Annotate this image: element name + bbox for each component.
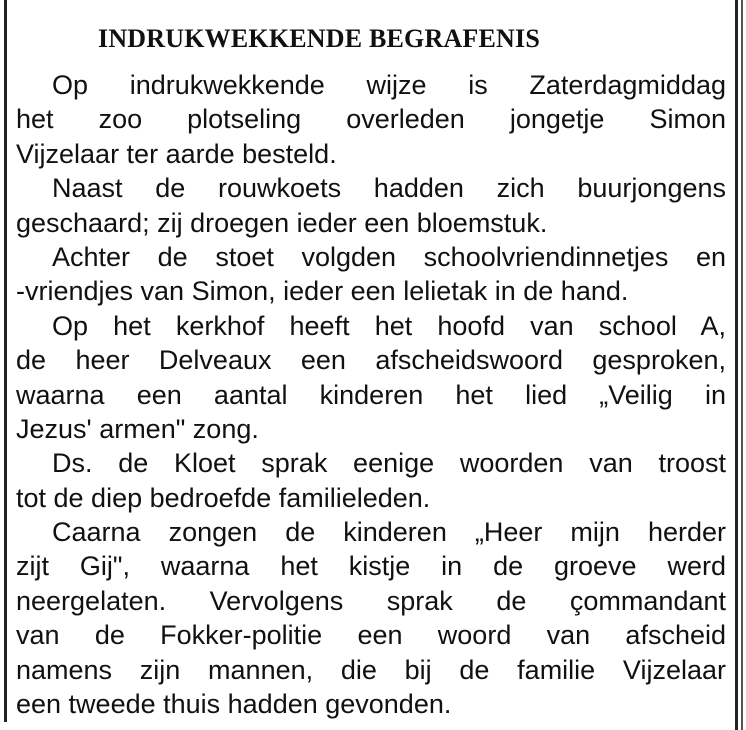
right-edge-rule xyxy=(741,0,743,730)
article-line: Jezus' armen" zong. xyxy=(16,413,259,444)
article-line: Achter de stoet volgden schoolvriendinnetjes en xyxy=(52,241,726,272)
article-line: het zoo plotseling overleden jongetje Simon xyxy=(16,104,726,135)
article-line: namens zijn mannen, die bij de familie Vijzelaar xyxy=(16,654,726,685)
article-line: een tweede thuis hadden gevonden. xyxy=(16,689,452,720)
article-body xyxy=(16,68,726,721)
article-line: -vriendjes van Simon, ieder een lelietak in de hand. xyxy=(16,276,629,307)
article-headline: INDRUKWEKKENDE BEGRAFENIS xyxy=(98,24,541,53)
article-line: Caarna zongen de kinderen „Heer mijn herder xyxy=(52,517,726,548)
article-line: Op indrukwekkende wijze is Zaterdagmiddag xyxy=(52,70,726,100)
article-line: Naast de rouwkoets hadden zich buurjongens xyxy=(52,173,726,204)
article-line: neergelaten. Vervolgens sprak de çommandant xyxy=(16,585,726,616)
article-line: Op het kerkhof heeft het hoofd van school A, xyxy=(52,310,726,341)
right-column-rule xyxy=(735,0,738,730)
article-line: de heer Delveaux een afscheidswoord gesproken, xyxy=(16,345,726,376)
left-column-rule xyxy=(4,0,7,722)
article-line: Ds. de Kloet sprak eenige woorden van troost xyxy=(52,448,726,479)
article-line: van de Fokker-politie een woord van afscheid xyxy=(16,620,726,651)
article-line: zijt Gij", waarna het kistje in de groeve werd xyxy=(16,551,726,582)
article-line: Vijzelaar ter aarde besteld. xyxy=(16,138,337,169)
article-line: tot de diep bedroefde familieleden. xyxy=(16,482,431,513)
article-line: geschaard; zij droegen ieder een bloemstuk. xyxy=(16,207,548,238)
article-line: waarna een aantal kinderen het lied „Veilig in xyxy=(16,379,726,410)
